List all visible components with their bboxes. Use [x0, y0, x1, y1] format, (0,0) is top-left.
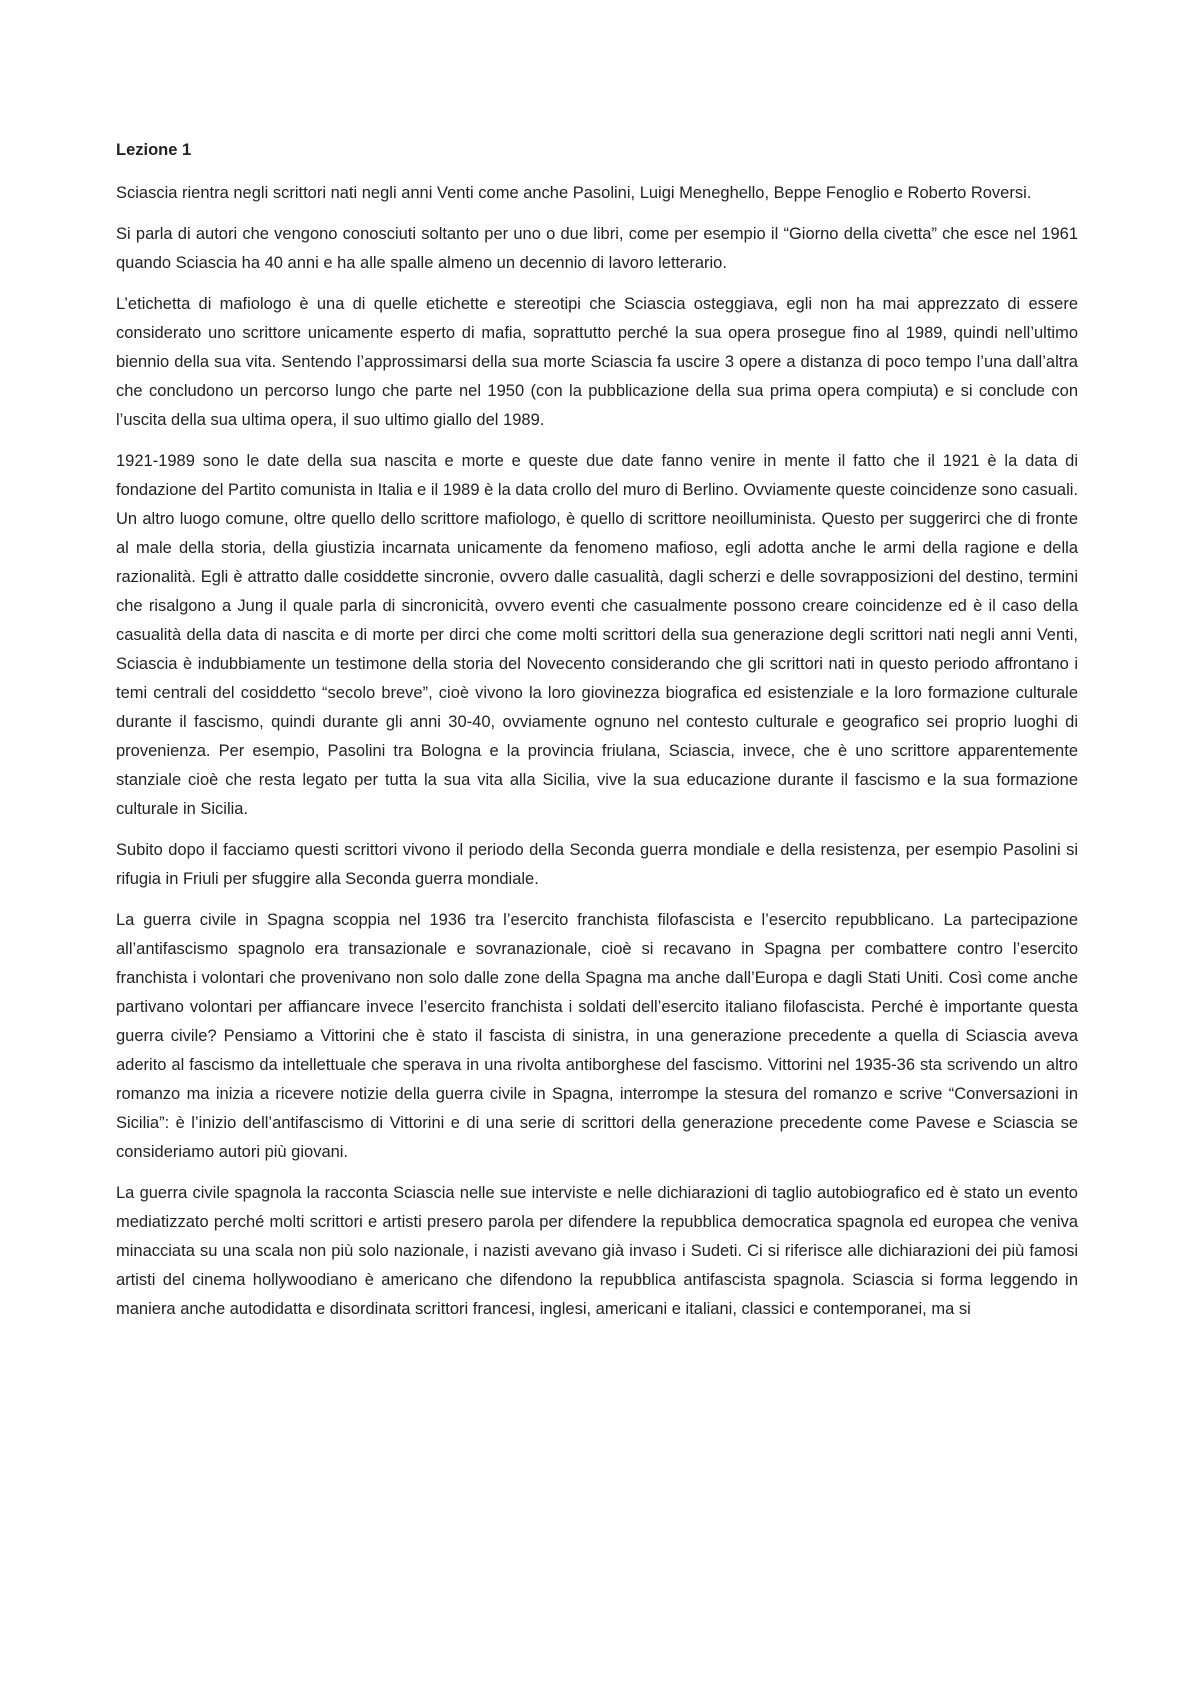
paragraph-6: La guerra civile in Spagna scoppia nel 1936 tra l’esercito franchista filofascista e l’esercito repubblicano. La partecipazione all’antifascismo spagnolo era transazionale e sovranazionale, cioè si recavano in Spagna per combattere contro l’esercito franchista i volontari che provenivano non solo dalle zone della Spagna ma anche dall’Europa e dagli Stati Uniti. Così come anche partivano volontari per affiancare invece l’esercito franchista i soldati dell’esercito italiano filofascista. Perché è importante questa guerra civile? Pensiamo a Vittorini che è stato il fascista di sinistra, in una generazione precedente a quella di Sciascia aveva aderito al fascismo da intellettuale che sperava in una rivolta antiborghese del fascismo. Vittorini nel 1935-36 sta scrivendo un altro romanzo ma inizia a ricevere notizie della guerra civile in Spagna, interrompe la stesura del romanzo e scrive “Conversazioni in Sicilia”: è l’inizio dell’antifascismo di Vittorini e di una serie di scrittori della generazione precedente come Pavese e Sciascia se consideriamo autori più giovani. — [116, 911, 1078, 1161]
paragraph-1: Sciascia rientra negli scrittori nati negli anni Venti come anche Pasolini, Luigi Meneghello, Beppe Fenoglio e Roberto Roversi. — [116, 184, 1032, 202]
document-title: Lezione 1 — [116, 141, 192, 159]
paragraph-7: La guerra civile spagnola la racconta Sciascia nelle sue interviste e nelle dichiarazioni di taglio autobiografico ed è stato un evento mediatizzato perché molti scrittori e artisti presero parola per difendere la repubblica democratica spagnola ed europea che veniva minacciata su una scala non più solo nazionale, i nazisti avevano già invaso i Sudeti. Ci si riferisce alle dichiarazioni dei più famosi artisti del cinema hollywoodiano è americano che difendono la repubblica antifascista spagnola. Sciascia si forma leggendo in maniera anche autodidatta e disordinata scrittori francesi, inglesi, americani e italiani, classici e contemporanei, ma si — [116, 1184, 1078, 1318]
document-body — [116, 136, 1078, 1324]
paragraph-3: L’etichetta di mafiologo è una di quelle etichette e stereotipi che Sciascia osteggiava, egli non ha mai apprezzato di essere considerato uno scrittore unicamente esperto di mafia, soprattutto perché la sua opera prosegue fino al 1989, quindi nell’ultimo biennio della sua vita. Sentendo l’approssimarsi della sua morte Sciascia fa uscire 3 opere a distanza di poco tempo l’una dall’altra che concludono un percorso lungo che parte nel 1950 (con la pubblicazione della sua prima opera compiuta) e si conclude con l’uscita della sua ultima opera, il suo ultimo giallo del 1989. — [116, 295, 1078, 429]
paragraph-2: Si parla di autori che vengono conosciuti soltanto per uno o due libri, come per esempio il “Giorno della civetta” che esce nel 1961 quando Sciascia ha 40 anni e ha alle spalle almeno un decennio di lavoro letterario. — [116, 225, 1078, 272]
paragraph-4: 1921-1989 sono le date della sua nascita e morte e queste due date fanno venire in mente il fatto che il 1921 è la data di fondazione del Partito comunista in Italia e il 1989 è la data crollo del muro di Berlino. Ovviamente queste coincidenze sono casuali. Un altro luogo comune, oltre quello dello scrittore mafiologo, è quello di scrittore neoilluminista. Questo per suggerirci che di fronte al male della storia, della giustizia incarnata unicamente da fenomeno mafioso, egli adotta anche le armi della ragione e della razionalità. Egli è attratto dalle cosiddette sincronie, ovvero dalle casualità, dagli scherzi e delle sovrapposizioni del destino, termini che risalgono a Jung il quale parla di sincronicità, ovvero eventi che casualmente possono creare coincidenze ed è il caso della casualità della data di nascita e di morte per dirci che come molti scrittori della sua generazione degli scrittori nati negli anni Venti, Sciascia è indubbiamente un testimone della storia del Novecento considerando che gli scrittori nati in questo periodo affrontano i temi centrali del cosiddetto “secolo breve”, cioè vivono la loro giovinezza biografica ed esistenziale e la loro formazione culturale durante il fascismo, quindi durante gli anni 30-40, ovviamente ognuno nel contesto culturale e geografico sei proprio luoghi di provenienza. Per esempio, Pasolini tra Bologna e la provincia friulana, Sciascia, invece, che è uno scrittore apparentemente stanziale cioè che resta legato per tutta la sua vita alla Sicilia, vive la sua educazione durante il fascismo e la sua formazione culturale in Sicilia. — [116, 452, 1078, 818]
paragraph-5: Subito dopo il facciamo questi scrittori vivono il periodo della Seconda guerra mondiale e della resistenza, per esempio Pasolini si rifugia in Friuli per sfuggire alla Seconda guerra mondiale. — [116, 841, 1078, 888]
